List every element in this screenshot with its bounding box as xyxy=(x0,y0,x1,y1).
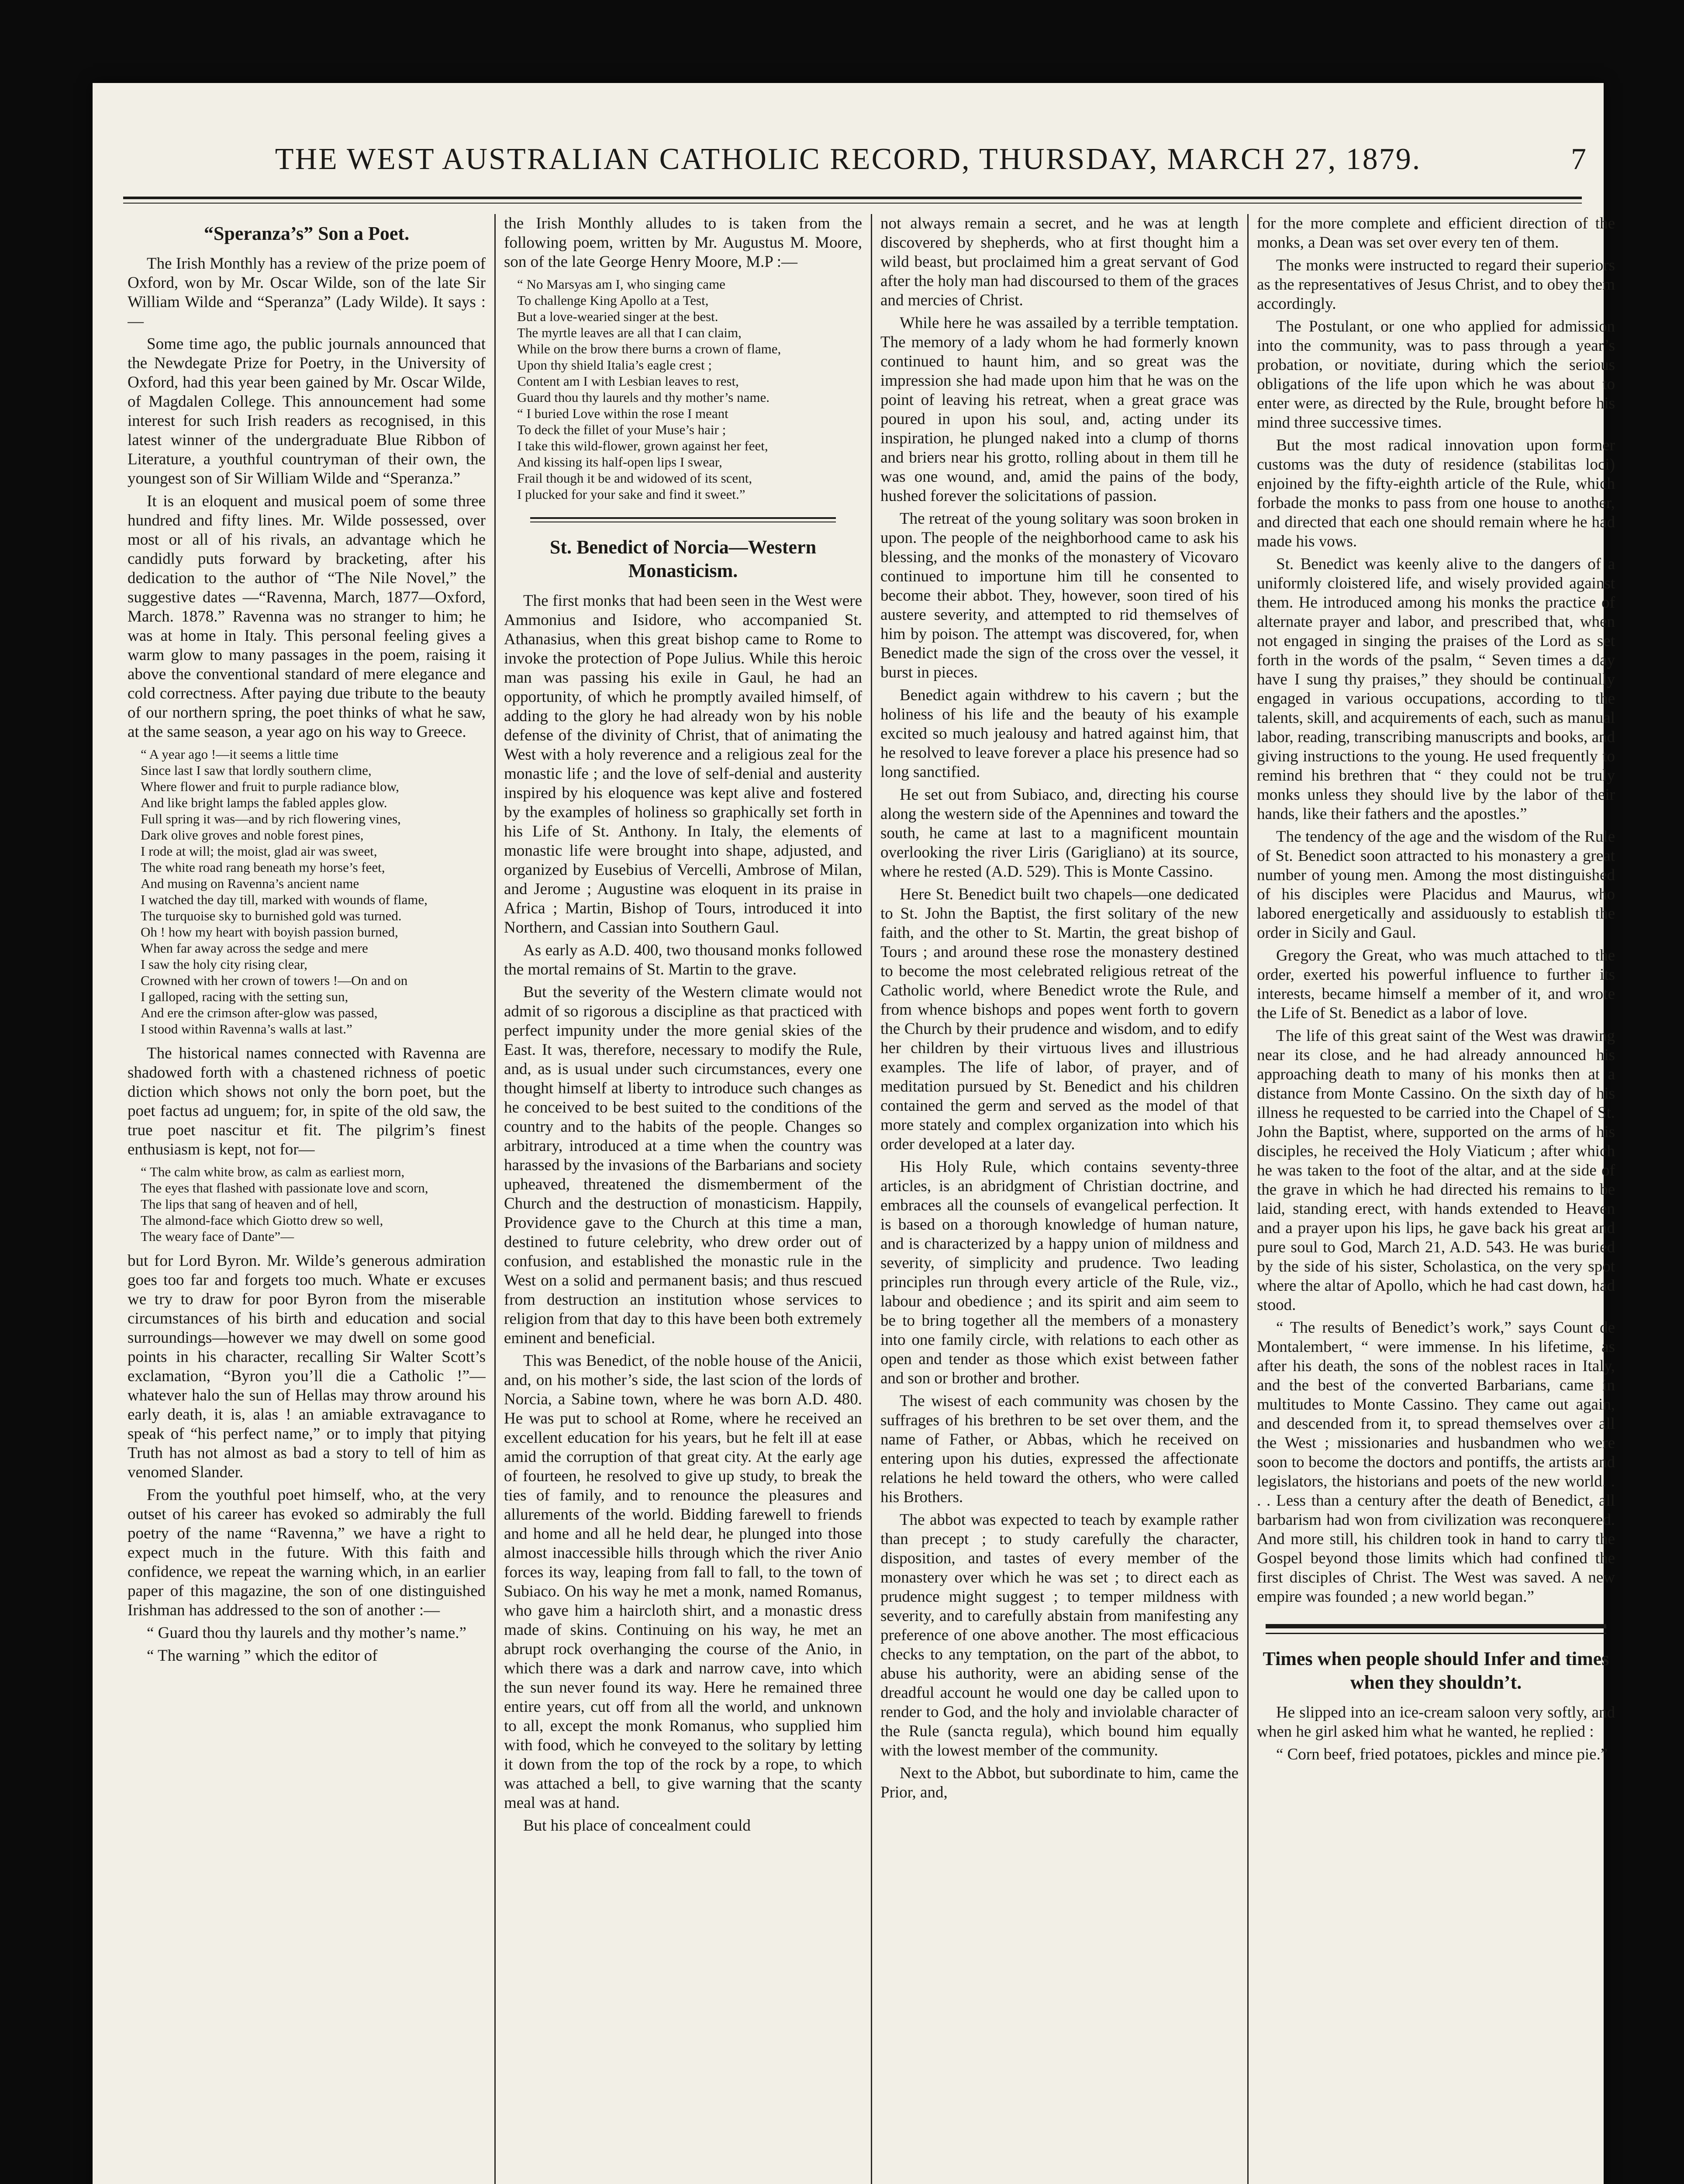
columns xyxy=(123,214,1615,2184)
poem-line: The white road rang beneath my horse’s feet, xyxy=(141,860,385,875)
column-3 xyxy=(880,214,1239,2184)
paragraph: but for Lord Byron. Mr. Wilde’s generous admiration goes too far and forgets too much. Whate er excuses we try to draw for poor Byron from the miserable circumstances of his birth and education and social surroundings—however we may dwell on some good points in his character, recalling Sir Walter Scott’s exclamation, “Byron you’ll die a Catholic !”—whatever halo the sun of Hellas may throw around his early death, it is, alas ! an amiable extravagance to speak of “his perfect name,” or to imply that pitying Truth has not almost as bad a story to tell of him as venomed Slander. xyxy=(128,1252,486,1481)
page-number: 7 xyxy=(1571,142,1586,176)
paragraph: The abbot was expected to teach by example rather than precept ; to study carefully the character, disposition, and tastes of every member of the monastery over which he was set ; to direct each as prudence might suggest ; to temper mildness with severity, and to carefully abstain from manifesting any preference of one above another. The most efficacious checks to any temptation, on the part of the abbot, to abuse his authority, were an abiding sense of the dreadful account he would one day be called upon to render to God, and the holy and inviolable character of the Rule (sancta regula), which bound him equally with the lowest member of the community. xyxy=(880,1511,1239,1759)
poem-dante xyxy=(141,1164,486,1244)
paragraph: As early as A.D. 400, two thousand monks followed the mortal remains of St. Martin to the grave. xyxy=(504,941,862,978)
poem-line: “ I buried Love within the rose I meant xyxy=(517,406,728,421)
poem-line: Crowned with her crown of towers !—On and on xyxy=(141,973,408,988)
poem-line: But a love-wearied singer at the best. xyxy=(517,309,718,324)
newspaper-page xyxy=(93,83,1615,2184)
paragraph: This was Benedict, of the noble house of the Anicii, and, on his mother’s side, the last scion of the lords of Norcia, a Sabine town, where he was born A.D. 480. He was put to school at Rome, where he received an excellent education for his years, but he felt ill at ease amid the corruption of that great city. At the early age of fourteen, he resolved to give up study, to break the ties of family, and to renounce the pleasures and allurements of the world. Bidding farewell to friends and home and all he held dear, he plunged into those almost inaccessible hills through which the river Anio forces its way, leaping from fall to fall, to the town of Subiaco. On his way he met a monk, named Romanus, who gave him a haircloth shirt, and a monastic dress made of skins. Continuing on his way, he met an abrupt rock overhanging the course of the Anio, in which there was a dark and narrow cave, into which the sun never found its way. Here he remained three entire years, cut off from all the world, and unknown to all, except the monk Romanus, who supplied him with food, which he conveyed to the solitary by letting it down from the top of the rock by a rope, to which was attached a bell, to give warning that the scanty meal was at hand. xyxy=(504,1352,862,1812)
paragraph: But the most radical innovation upon former customs was the duty of residence (stabilitas loci) enjoined by the fifty-eighth article of the Rule, which forbade the monks to pass from one house to another, and directed that each one should remain where he had made his vows. xyxy=(1257,436,1615,550)
poem-line: To challenge King Apollo at a Test, xyxy=(517,293,709,308)
article-heading-benedict: St. Benedict of Norcia—Western Monasticism. xyxy=(549,536,817,581)
masthead-rule xyxy=(123,197,1582,204)
poem-line: The almond-face which Giotto drew so well, xyxy=(141,1213,383,1228)
poem-line: Upon thy shield Italia’s eagle crest ; xyxy=(517,357,712,373)
poem-line: Oh ! how my heart with boyish passion burned, xyxy=(141,924,398,940)
poem-line: And musing on Ravenna’s ancient name xyxy=(141,876,359,891)
column-divider xyxy=(494,214,496,2184)
paragraph: The Irish Monthly has a review of the prize poem of Oxford, won by Mr. Oscar Wilde, son of the late Sir William Wilde and “Speranza” (Lady Wilde). It says :— xyxy=(128,255,486,330)
paragraph: The first monks that had been seen in the West were Ammonius and Isidore, who accompanied St. Athanasius, when this great bishop came to Rome to invoke the protection of Pope Julius. While this heroic man was passing his exile in Gaul, he had an opportunity, of which he promptly availed himself, of adding to the glory he had already won by his noble defense of the divinity of Christ, that of animating the West with a holy reverence and a religious zeal for the monastic life ; and the love of self-denial and austerity inspired by his eloquence was kept alive and fostered by the examples of holiness so graphically set forth in his Life of St. Anthony. In Italy, the elements of monastic life were brought into shape, adjusted, and organized by Eusebius of Vercelli, Ambrose of Milan, and Jerome ; Augustine was eloquent in its praise in Africa ; Martin, Bishop of Tours, introduced it into Northern, and Cassian into Southern Gaul. xyxy=(504,592,862,936)
poem-line: “ No Marsyas am I, who singing came xyxy=(517,276,725,292)
paragraph: He slipped into an ice-cream saloon very softly, and when he girl asked him what he wanted, he replied : xyxy=(1257,1704,1615,1741)
poem-line: “ The calm white brow, as calm as earliest morn, xyxy=(141,1164,405,1179)
paragraph: The retreat of the young solitary was soon broken in upon. The people of the neighborhood came to ask his blessing, and the monks of the monastery of Vicovaro continued to importune him till he consented to become their abbot. They, however, soon tired of his austere severity, and attempted to rid themselves of him by poison. The attempt was discovered, for, when Benedict made the sign of the cross over the vessel, it burst in pieces. xyxy=(880,510,1239,681)
poem-line: Since last I saw that lordly southern clime, xyxy=(141,763,372,778)
column-4 xyxy=(1257,214,1615,2184)
poem-line: I plucked for your sake and find it sweet.” xyxy=(517,487,745,502)
poem-line: The weary face of Dante”— xyxy=(141,1229,294,1244)
paragraph: The historical names connected with Ravenna are shadowed forth with a chastened richness of poetic diction which shows not only the born poet, but the poet factus ad unguem; for, in spite of the old saw, the true poet nascitur et fit. The pilgrim’s finest enthusiasm is kept, not for— xyxy=(128,1044,486,1158)
paragraph: The life of this great saint of the West was drawing near its close, and he had already announced his approaching death to many of his monks then at a distance from Monte Cassino. On the sixth day of his illness he requested to be carried into the Chapel of St. John the Baptist, where, supported on the arms of his disciples, he received the Holy Viaticum ; after which he was taken to the foot of the altar, and at the side of the grave in which he had directed his remains to be laid, standing erect, with hands extended to Heaven and a prayer upon his lips, he gave back his great and pure soul to God, March 21, A.D. 543. He was buried by the side of his sister, Scholastica, on the very spot where the altar of Apollo, which he had cast down, had stood. xyxy=(1257,1027,1615,1314)
poem-line: Full spring it was—and by rich flowering vines, xyxy=(141,811,401,826)
poem-line: Where flower and fruit to purple radiance blow, xyxy=(141,779,399,794)
paragraph: The wisest of each community was chosen by the suffrages of his brethren to be set over them, and the name of Father, or Abbas, which he received on entering upon his duties, expressed the affectionate relations he held toward the others, who were called his Brothers. xyxy=(880,1392,1239,1506)
poem-line: And kissing its half-open lips I swear, xyxy=(517,454,722,470)
section-divider xyxy=(1266,1624,1606,1634)
column-divider xyxy=(871,214,872,2184)
paragraph: the Irish Monthly alludes to is taken from the following poem, written by Mr. Augustus M. Moore, son of the late George Henry Moore, M.P :— xyxy=(504,214,862,271)
paragraph: The monks were instructed to regard their superiors as the representatives of Jesus Christ, and to obey them accordingly. xyxy=(1257,256,1615,313)
poem-ravenna xyxy=(141,746,486,1037)
column-2 xyxy=(504,214,862,2184)
paragraph: But his place of concealment could xyxy=(523,1817,751,1835)
quote-line: “ Guard thou thy laurels and thy mother’s name.” xyxy=(147,1624,466,1642)
paragraph: He set out from Subiaco, and, directing his course along the western side of the Apennines and toward the south, he came at last to a magnificent mountain overlooking the river Liris (Garigliano) at its source, where he rested (A.D. 529). This is Monte Cassino. xyxy=(880,786,1239,881)
paragraph: His Holy Rule, which contains seventy-three articles, is an abridgment of Christian doctrine, and embraces all the counsels of evangelical perfection. It is based on a thorough knowledge of human nature, and is characterized by a happy union of mildness and severity, of simplicity and prudence. Two leading principles run through every article of the Rule, viz., labour and obedience ; and its spirit and aim seem to be to bring together all the members of a monastery into one family circle, with relations to each other as open and tender as those which exist between father and son or brother and brother. xyxy=(880,1158,1239,1387)
poem-line: While on the brow there burns a crown of flame, xyxy=(517,341,781,356)
poem-line: To deck the fillet of your Muse’s hair ; xyxy=(517,422,726,437)
paragraph: While here he was assailed by a terrible temptation. The memory of a lady whom he had formerly known continued to haunt him, and so great was the impression she had made upon him that he was on the point of leaving his retreat, when a great grace was poured in upon his soul, and, acting under its inspiration, he plunged naked into a clump of thorns and briers near his grotto, rolling about in them till he was one wound, and, amid the pains of the body, hushed forever the solicitations of passion. xyxy=(880,314,1239,505)
paragraph: From the youthful poet himself, who, at the very outset of his career has evoked so admirably the full poetry of the name “Ravenna,” we have a right to expect much in the future. With this faith and confidence, we repeat the warning which, in an earlier paper of this magazine, the son of one distinguished Irishman has addressed to the son of another :— xyxy=(128,1486,486,1619)
paragraph: Gregory the Great, who was much attached to the order, exerted his powerful influence to further its interests, became himself a member of it, and wrote the Life of St. Benedict as a labor of love. xyxy=(1257,947,1615,1022)
paragraph: But the severity of the Western climate would not admit of so rigorous a discipline as that practiced with perfect impunity under the more genial skies of the East. It was, therefore, necessary to modify the Rule, and, as is usual under such circumstances, every one thought himself at liberty to introduce such changes as he conceived to be best suited to the conditions of the country and to the habits of the people. Changes so arbitrary, introduced at a time when the country was harassed by the invasions of the Barbarians and society upheaved, threatened the dismemberment of the Church and the destruction of monasticism. Happily, Providence gave to the Church at this time a man, destined to future celebrity, who drew order out of confusion, and established the monastic rule in the West on a solid and permanent basis; and thus rescued from destruction an institution whose services to religion from that day to this have been both extremely eminent and beneficial. xyxy=(504,983,862,1347)
poem-line: The myrtle leaves are all that I can claim, xyxy=(517,325,742,340)
poem-line: I watched the day till, marked with wounds of flame, xyxy=(141,892,428,907)
article-heading-speranza: “Speranza’s” Son a Poet. xyxy=(204,223,410,244)
poem-line: Guard thou thy laurels and thy mother’s name. xyxy=(517,390,770,405)
poem-line: “ A year ago !—it seems a little time xyxy=(141,746,338,762)
poem-line: I rode at will; the moist, glad air was sweet, xyxy=(141,843,377,859)
poem-line: And ere the crimson after-glow was passed, xyxy=(141,1005,378,1020)
article-heading-infer: Times when people should Infer and times when they shouldn’t. xyxy=(1263,1648,1609,1693)
poem-moore xyxy=(517,276,862,502)
paragraph: Here St. Benedict built two chapels—one dedicated to St. John the Baptist, the first solitary of the new faith, and the other to St. Martin, the great bishop of Tours ; and around these rose the monastery destined to become the most celebrated religious retreat of the Catholic world, where Benedict wrote the Rule, and from whence bishops and popes went forth to govern the Church by their prudence and wisdom, and to edify her children by their virtuous lives and illustrious examples. The life of labor, of prayer, and of meditation pursued by St. Benedict and his children contained the germ and served as the model of that more stately and complex organization into which his order developed at a later day. xyxy=(880,885,1239,1153)
paragraph: not always remain a secret, and he was at length discovered by shepherds, who at first thought him a wild beast, but proclaimed him a great servant of God after the holy man had discoursed to them of the graces and mercies of Christ. xyxy=(880,214,1239,309)
paragraph: Next to the Abbot, but subordinate to him, came the Prior, and, xyxy=(880,1764,1239,1801)
paragraph: St. Benedict was keenly alive to the dangers of a uniformly cloistered life, and wisely provided against them. He introduced among his monks the practice of alternate prayer and labor, and prescribed that, when not engaged in singing the praises of the Lord as set forth in the words of the psalm, “ Seven times a day have I sung thy praises,” they should be continually engaged in various occupations, according to the talents, skill, and acquirements of each, such as manual labor, reading, transcribing manuscripts and books, and giving instructions to the young. He used frequently to remind his brethren that “ they could not be truly monks unless they should live by the labor of their hands, like their fathers and the apostles.” xyxy=(1257,555,1615,823)
poem-line: Frail though it be and widowed of its scent, xyxy=(517,470,752,486)
section-divider xyxy=(530,517,836,522)
poem-line: The lips that sang of heaven and of hell, xyxy=(141,1196,358,1212)
column-1 xyxy=(128,214,486,2184)
poem-line: The eyes that flashed with passionate love and scorn, xyxy=(141,1180,428,1196)
paragraph: “ The warning ” which the editor of xyxy=(147,1647,378,1665)
poem-line: I take this wild-flower, grown against her feet, xyxy=(517,438,768,453)
paragraph: Benedict again withdrew to his cavern ; but the holiness of his life and the beauty of his example excited so much jealousy and hatred against him, that he resolved to leave forever a place his presence had so long sanctified. xyxy=(880,686,1239,781)
poem-line: I saw the holy city rising clear, xyxy=(141,957,307,972)
paragraph: The tendency of the age and the wisdom of the Rule of St. Benedict soon attracted to his monastery a great number of young men. Among the most distinguished of his disciples were Placidus and Maurus, who labored energetically and assiduously to establish the order in Sicily and Gaul. xyxy=(1257,828,1615,942)
column-divider xyxy=(1247,214,1249,2184)
paragraph: It is an eloquent and musical poem of some three hundred and fifty lines. Mr. Wilde possessed, over most or all of his rivals, an advantage which he candidly puts forward by bracketing, after his dedication to the author of “The Nile Novel,” the suggestive dates —“Ravenna, March, 1877—Oxford, March. 1878.” Ravenna was no stranger to him; he was at home in Italy. This personal feeling gives a warm glow to many passages in the poem, raising it above the conventional standard of mere elegance and cold correctness. After paying due tribute to the beauty of our northern spring, the poet thinks of what he saw, at the same season, a year ago on his way to Greece. xyxy=(128,492,486,741)
paragraph: “ The results of Benedict’s work,” says Count de Montalembert, “ were immense. In his lifetime, as after his death, the sons of the noblest races in Italy, and the best of the converted Barbarians, came in multitudes to Monte Cassino. They came out again, and descended from it, to spread themselves over all the West ; missionaries and husbandmen who were soon to become the doctors and pontiffs, the artists and legislators, the historians and poets of the new world. . . . Less than a century after the death of Benedict, all barbarism had won from civilization was reconquered. And more still, his children took in hand to carry the Gospel beyond those limits which had confined the first disciples of Christ. The West was saved. A new empire was founded ; a new world began.” xyxy=(1257,1319,1615,1606)
poem-line: I galloped, racing with the setting sun, xyxy=(141,989,349,1004)
masthead-title: THE WEST AUSTRALIAN CATHOLIC RECORD, THURSDAY, MARCH 27, 1879. xyxy=(275,142,1422,176)
paragraph: “ Corn beef, fried potatoes, pickles and mince pie.” xyxy=(1276,1745,1608,1763)
paragraph: The Postulant, or one who applied for admission into the community, was to pass through a year’s probation, or novitiate, during which the serious obligations of the life upon which he was about to enter were, as directed by the Rule, brought before his mind three successive times. xyxy=(1257,318,1615,432)
paragraph: Some time ago, the public journals announced that the Newdegate Prize for Poetry, in the University of Oxford, had this year been gained by Mr. Oscar Wilde, of Magdalen College. This announcement had some interest for such Irish readers as recognised, in this latest winner of the undergraduate Blue Ribbon of Literature, a youthful countryman of their own, the youngest son of Sir William Wilde and “Speranza.” xyxy=(128,335,486,487)
poem-line: When far away across the sedge and mere xyxy=(141,940,368,956)
poem-line: I stood within Ravenna’s walls at last.” xyxy=(141,1021,352,1037)
poem-line: Content am I with Lesbian leaves to rest, xyxy=(517,373,739,389)
paragraph: for the more complete and efficient direction of the monks, a Dean was set over every ten of them. xyxy=(1257,214,1615,252)
poem-line: The turquoise sky to burnished gold was turned. xyxy=(141,908,402,923)
poem-line: Dark olive groves and noble forest pines, xyxy=(141,827,364,843)
poem-line: And like bright lamps the fabled apples glow. xyxy=(141,795,387,810)
